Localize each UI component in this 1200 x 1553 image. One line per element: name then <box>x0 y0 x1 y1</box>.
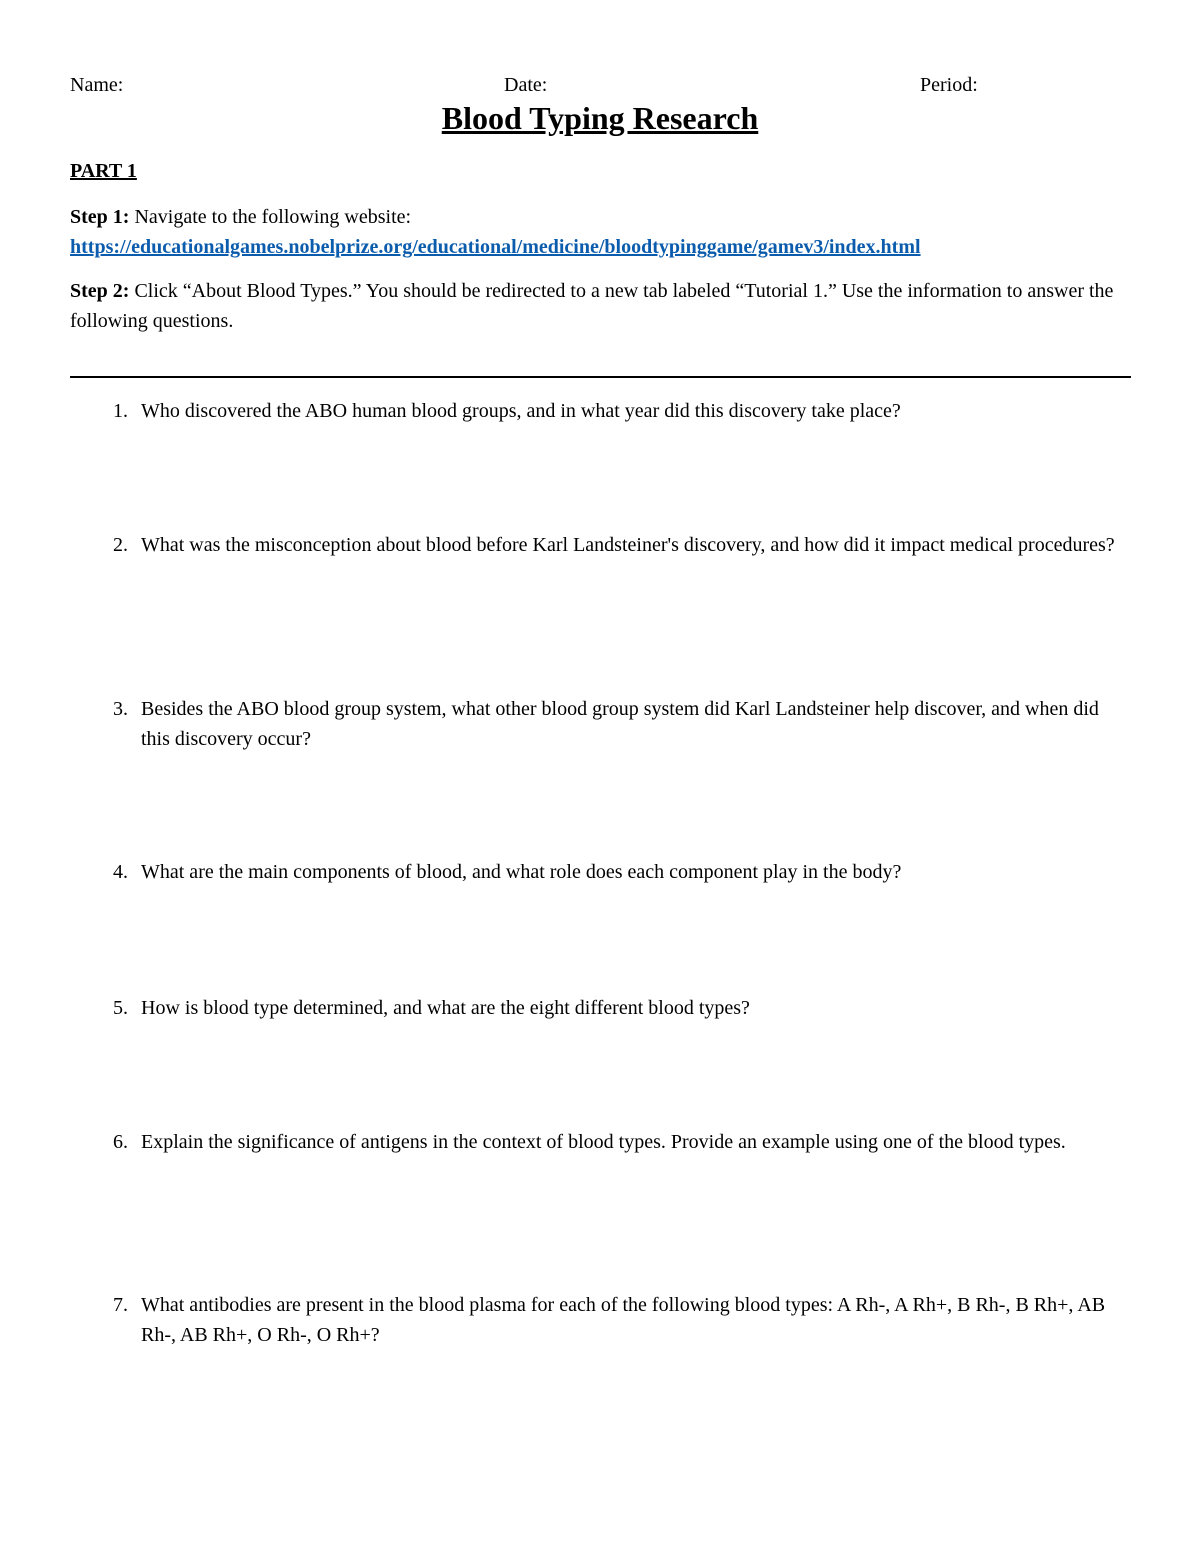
header-row <box>70 74 1130 100</box>
question-item <box>100 694 1130 754</box>
step-2-text: Click “About Blood Types.” You should be redirected to a new tab labeled “Tutorial 1.” Use the information to answer the following questions. <box>70 280 1114 332</box>
step-1-text: Navigate to the following website: <box>134 206 412 228</box>
question-item <box>100 1127 1130 1157</box>
question-text: Explain the significance of antigens in the context of blood types. Provide an example using one of the blood types. <box>141 1131 1066 1153</box>
part-heading: PART 1 <box>70 160 137 182</box>
question-number: 1. <box>113 400 128 422</box>
page-title: Blood Typing Research <box>441 100 759 136</box>
divider-line <box>70 376 1131 378</box>
step-1-label: Step 1: <box>70 206 130 228</box>
question-text: What are the main components of blood, and what role does each component play in the body? <box>141 861 902 883</box>
question-item <box>100 993 1130 1023</box>
question-text: What antibodies are present in the blood plasma for each of the following blood types: A Rh-, A Rh+, B Rh-, B Rh+, AB Rh-, AB Rh+, O Rh-, O Rh+? <box>141 1294 1106 1346</box>
step-2-label: Step 2: <box>70 280 130 302</box>
question-number: 5. <box>113 997 128 1019</box>
question-text: What was the misconception about blood before Karl Landsteiner's discovery, and how did it impact medical procedures? <box>141 534 1115 556</box>
name-label: Name: <box>70 74 124 96</box>
question-text: Who discovered the ABO human blood groups, and in what year did this discovery take place? <box>141 400 901 422</box>
question-number: 7. <box>113 1294 128 1316</box>
step-1 <box>70 202 1130 262</box>
question-text: Besides the ABO blood group system, what other blood group system did Karl Landsteiner help discover, and when did this discovery occur? <box>141 698 1099 750</box>
step-2 <box>70 276 1130 336</box>
question-item <box>100 1290 1130 1350</box>
question-item <box>100 530 1130 560</box>
date-label: Date: <box>504 74 548 96</box>
question-number: 4. <box>113 861 128 883</box>
website-link[interactable]: https://educationalgames.nobelprize.org/educational/medicine/bloodtypinggame/gamev3/index.html <box>70 236 921 258</box>
period-label: Period: <box>920 74 978 96</box>
question-number: 6. <box>113 1131 128 1153</box>
question-number: 3. <box>113 698 128 720</box>
question-text: How is blood type determined, and what are the eight different blood types? <box>141 997 750 1019</box>
question-number: 2. <box>113 534 128 556</box>
question-item <box>100 857 1130 887</box>
question-item <box>100 396 1130 426</box>
